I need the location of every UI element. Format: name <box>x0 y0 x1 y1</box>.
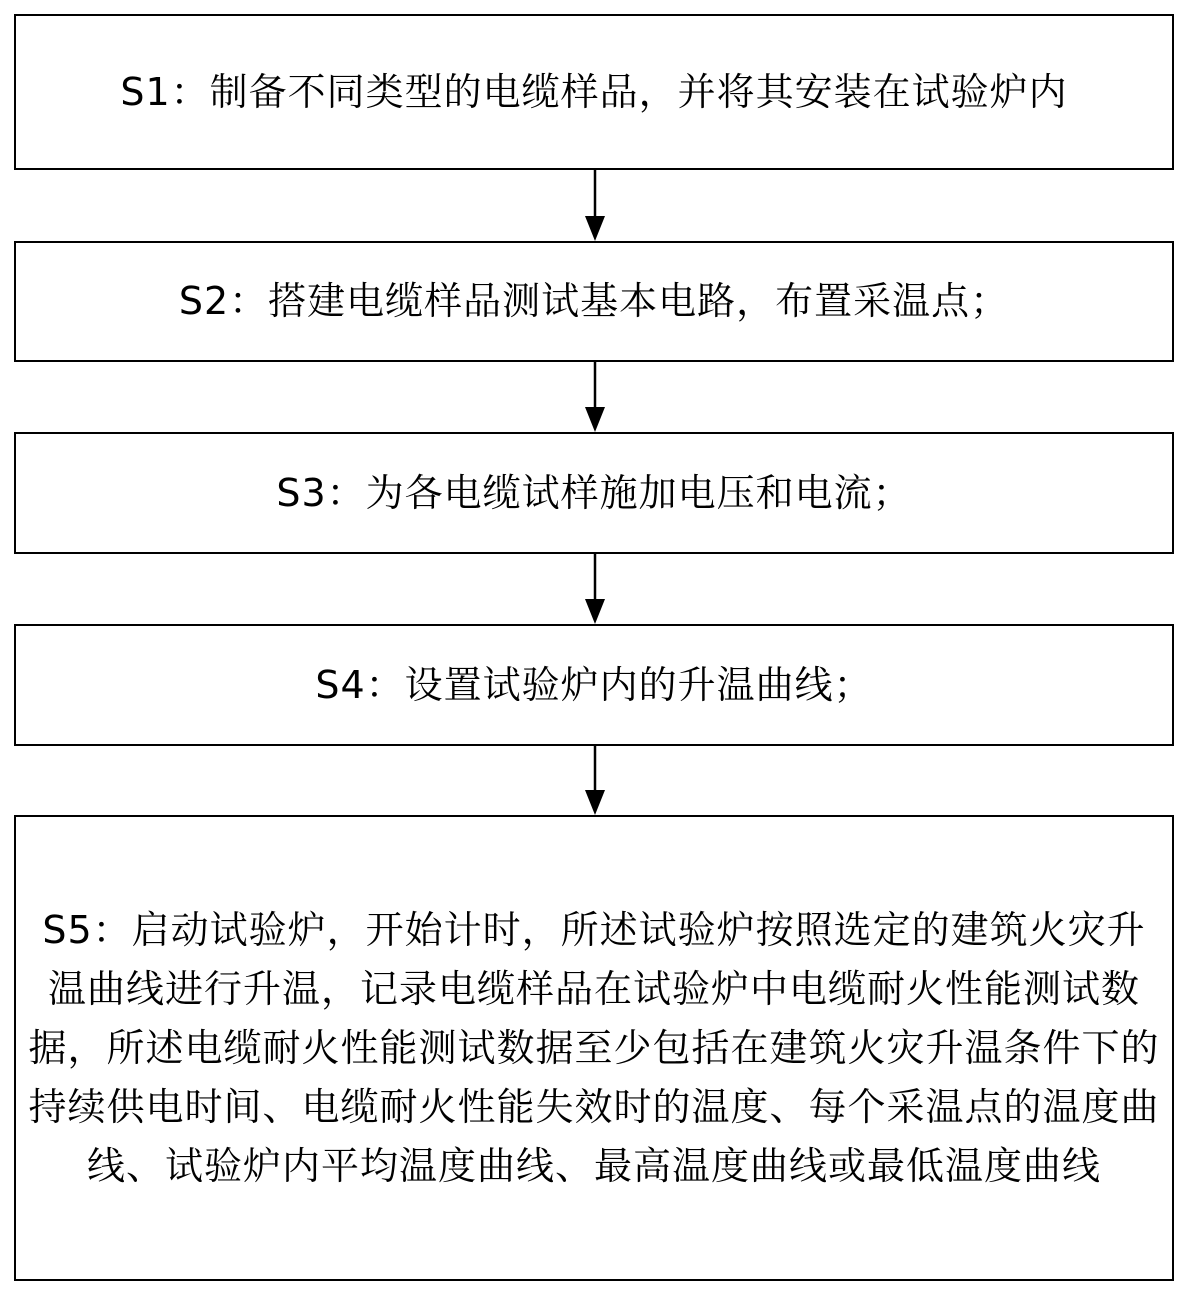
step-box-s4 <box>14 624 1174 746</box>
arrow-s1-to-s2 <box>583 170 607 241</box>
arrow-s4-to-s5 <box>583 746 607 815</box>
step-box-s3 <box>14 432 1174 554</box>
arrow-s3-to-s4 <box>583 554 607 624</box>
step-box-s2 <box>14 241 1174 362</box>
step-text-s3: S3：为各电缆试样施加电压和电流； <box>276 470 912 515</box>
step-text-s2: S2：搭建电缆样品测试基本电路，布置采温点； <box>178 279 1010 323</box>
step-text-s5: S5：启动试验炉，开始计时，所述试验炉按照选定的建筑火灾升温曲线进行升温，记录电缆样品在试验炉中电缆耐火性能测试数据，所述电缆耐火性能测试数据至少包括在建筑火灾升温条件下的持续供电时间、电缆耐火性能失效时的温度、每个采温点的温度曲线、试验炉内平均温度曲线、最高温度曲线或最低温度曲线 <box>28 907 1160 1188</box>
step-text-s1: S1：制备不同类型的电缆样品，并将其安装在试验炉内 <box>120 69 1068 114</box>
step-box-s5 <box>14 815 1174 1281</box>
arrow-s2-to-s3 <box>583 362 607 432</box>
step-box-s1 <box>14 14 1174 170</box>
step-text-s4: S4：设置试验炉内的升温曲线； <box>315 662 873 707</box>
